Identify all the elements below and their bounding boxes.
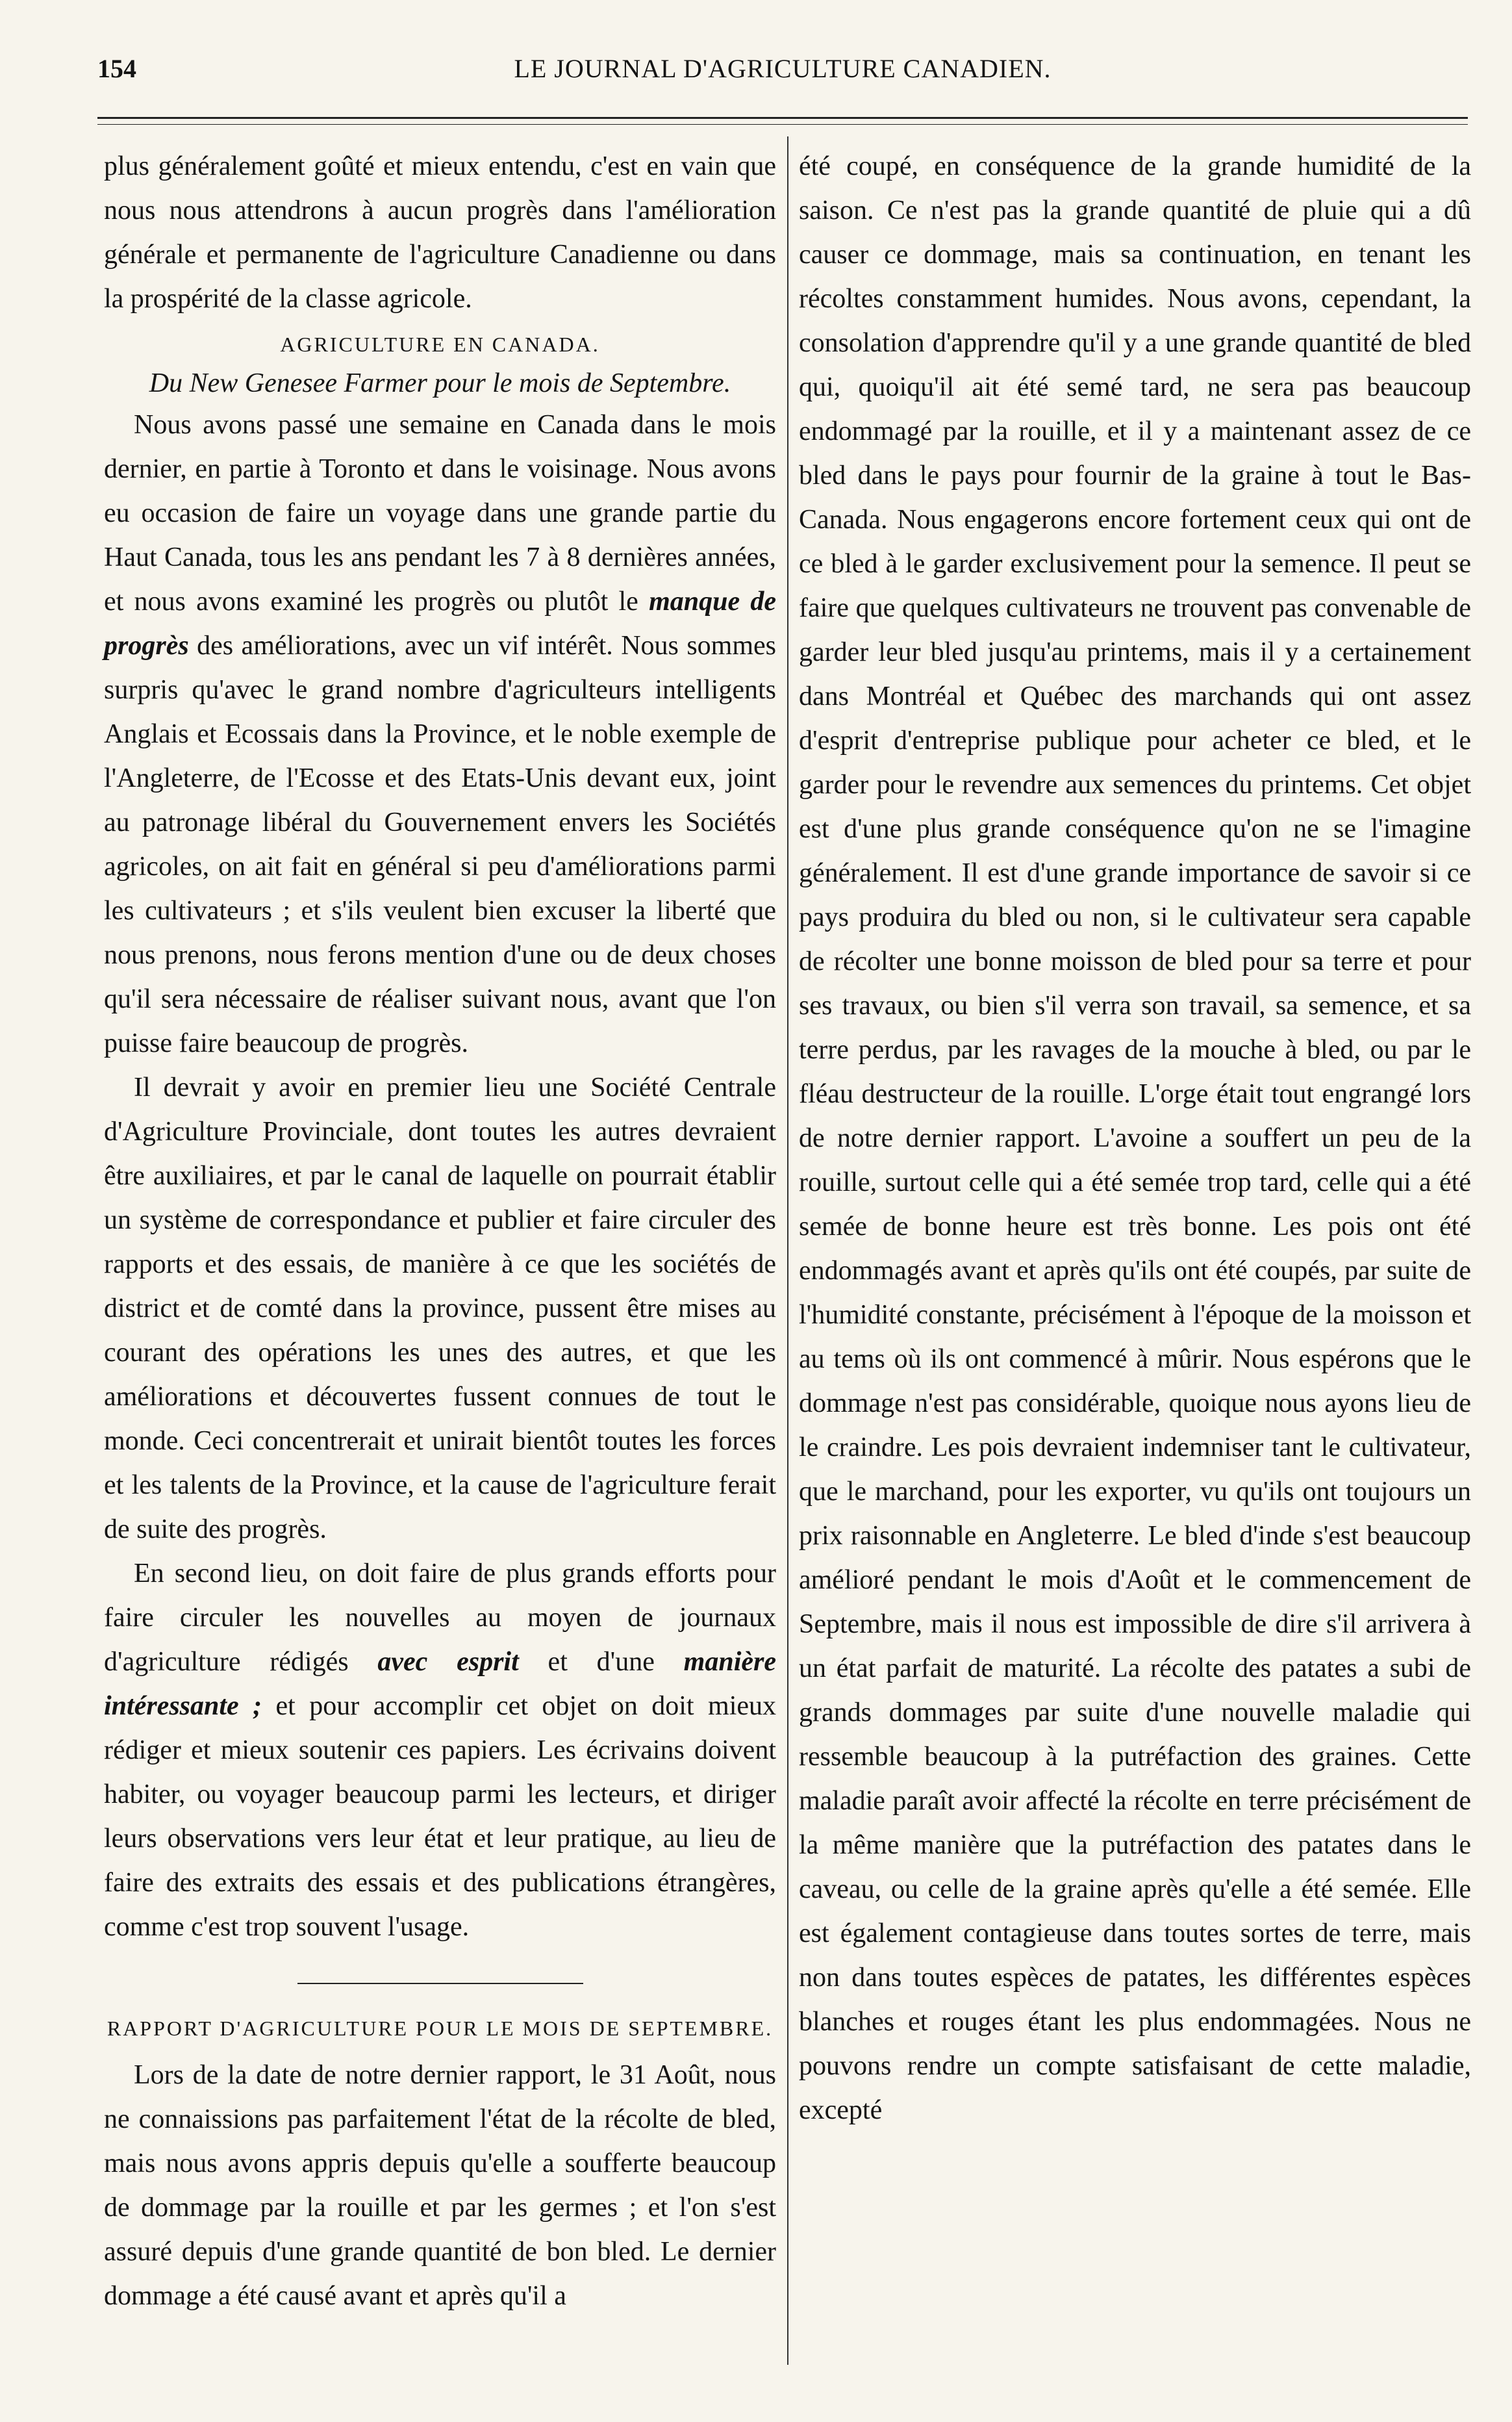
text-run: et d'une [518, 1647, 684, 1677]
left-column [104, 144, 776, 2353]
running-title: LE JOURNAL D'AGRICULTURE CANADIEN. [514, 54, 1052, 83]
right-column [799, 144, 1471, 2353]
text-run: et pour accomplir cet objet on doit mieux rédiger et mieux soutenir ces papiers. Les écrivains doivent habiter, ou voyager beaucoup parmi les lecteurs, et diriger leurs observations vers leur état et leur pratique, au lieu de faire des extraits des essais et des publications étrangères, comme c'est trop souvent l'usage. [104, 1691, 777, 1942]
report-title: RAPPORT D'AGRICULTURE POUR LE MOIS DE SEPTEMBRE. [107, 2017, 774, 2040]
paragraph-continued: été coupé, en conséquence de la grande humidité de la saison. Ce n'est pas la grande quantité de pluie qui a dû causer ce dommage, mais sa continuation, en tenant les récoltes constamment humides. Nous avons, cependant, la consolation d'apprendre qu'il y a une grande quantité de bled qui, quoiqu'il ait été semé tard, ne sera pas beaucoup endommagé par la rouille, et il y a maintenant assez de ce bled dans le pays pour fournir de la graine à tout le Bas-Canada. Nous engagerons encore fortement ceux qui ont de ce bled à le garder exclusivement pour la semence. Il peut se faire que quelques cultivateurs ne trouvent pas convenable de garder leur bled jusqu'au printems, mais il y a certainement dans Montréal et Québec des marchands qui ont assez d'esprit d'entreprise publique pour acheter ce bled, et le garder pour le revendre aux semences du printems. Cet objet est d'une plus grande conséquence qu'on ne se l'imagine généralement. Il est d'une grande importance de savoir si ce pays produira du bled ou non, si le cultivateur sera capable de récolter une bonne moisson de bled pour sa terre et pour ses travaux, ou bien s'il verra son travail, sa semence, et sa terre perdus, par les ravages de la mouche à bled, ou par le fléau destructeur de la rouille. L'orge était tout engrangé lors de notre dernier rapport. L'avoine a souffert un peu de la rouille, surtout celle qui a été semée trop tard, celle qui a été semée de bonne heure est très bonne. Les pois ont été endommagés avant et après qu'ils ont été coupés, par suite de l'humidité constante, précisément à l'époque de la moisson et au tems où ils ont commencé à mûrir. Nous espérons que le dommage n'est pas considérable, quoique nous ayons lieu de le craindre. Les pois devraient indemniser tant le cultivateur, que le marchand, pour les exporter, vu qu'ils ont toujours un prix raisonnable en Angleterre. Le bled d'inde s'est beaucoup amélioré pendant le mois d'Août et le commencement de Septembre, mais il nous est impossible de dire s'il arrivera à un état parfait de maturité. La récolte des patates a subi de grands dommages par suite d'une nouvelle maladie qui ressemble beaucoup à la putréfaction des graines. Cette maladie paraît avoir affecté la récolte en terre précisément de la même manière que la putréfaction des patates dans le caveau, ou celle de la graine après qu'elle a été semée. Elle est également contagieuse dans toutes sortes de terre, mais non dans toutes espèces de patates, les différentes espèces blanches et rouges étant les plus endommagées. Nous ne pouvons rendre un compte satisfaisant de cette maladie, excepté [799, 151, 1471, 2125]
paragraph [104, 403, 776, 1065]
page-number: 154 [97, 54, 136, 83]
page-header [97, 51, 1468, 96]
paragraph: Il devrait y avoir en premier lieu une Société Centrale d'Agriculture Provinciale, dont toutes les autres devraient être auxiliaires, et par le canal de laquelle on pourrait établir un système de correspondance et publier et faire circuler des rapports et des essais, de manière à ce que les sociétés de district et de comté dans la province, pussent être mises au courant des opérations les unes des autres, et que les améliorations et découvertes fussent connues de tout le monde. Ceci concentrerait et unirait bientôt toutes les forces et les talents de la Province, et la cause de l'agriculture ferait de suite des progrès. [104, 1073, 776, 1544]
emphasis: manière intéressante ; [104, 1647, 776, 1721]
paragraph [104, 1551, 776, 1949]
text-run: des améliorations, avec un vif intérêt. Nous sommes surpris qu'avec le grand nombre d'agriculteurs intelligents Anglais et Ecossais dans la Province, et le noble exemple de l'Angleterre, de l'Ecosse et des Etats-Unis devant eux, joint au patronage libéral du Gouvernement envers les Sociétés agricoles, on ait fait en général si peu d'améliorations parmi les cultivateurs ; et s'ils veulent bien excuser la liberté que nous prenons, nous ferons mention d'une ou de deux choses qu'il sera nécessaire de réaliser suivant nous, avant que l'on puisse faire beaucoup de progrès. [104, 631, 776, 1058]
paragraph-continued: plus généralement goûté et mieux entendu, c'est en vain que nous nous attendrons à aucun progrès dans l'amélioration générale et permanente de l'agriculture Canadienne ou dans la prospérité de la classe agricole. [104, 151, 776, 314]
emphasis: manque de progrès [104, 587, 776, 661]
paragraph: Lors de la date de notre dernier rapport, le 31 Août, nous ne connaissions pas parfaitement l'état de la récolte de bled, mais nous avons appris depuis qu'elle a soufferte beaucoup de dommage par la rouille et par les germes ; et l'on s'est assuré depuis d'une grande quantité de bon bled. Le dernier dommage a été causé avant et après qu'il a [104, 2060, 776, 2311]
text-run: En second lieu, on doit faire de plus grands efforts pour faire circuler les nouvelles au moyen de journaux d'agriculture rédigés [104, 1559, 776, 1677]
source-attribution: Du New Genesee Farmer pour le mois de Septembre. [149, 368, 731, 398]
section-title: AGRICULTURE EN CANADA. [280, 333, 600, 356]
section-divider [297, 1983, 583, 1984]
header-rule [97, 117, 1468, 125]
text-run: Nous avons passé une semaine en Canada dans le mois dernier, en partie à Toronto et dans le voisinage. Nous avons eu occasion de faire un voyage dans une grande partie du Haut Canada, tous les ans pendant les 7 à 8 dernières années, et nous avons examiné les progrès ou plutôt le [104, 410, 776, 617]
column-divider [787, 136, 788, 2365]
emphasis: avec esprit [377, 1647, 519, 1677]
